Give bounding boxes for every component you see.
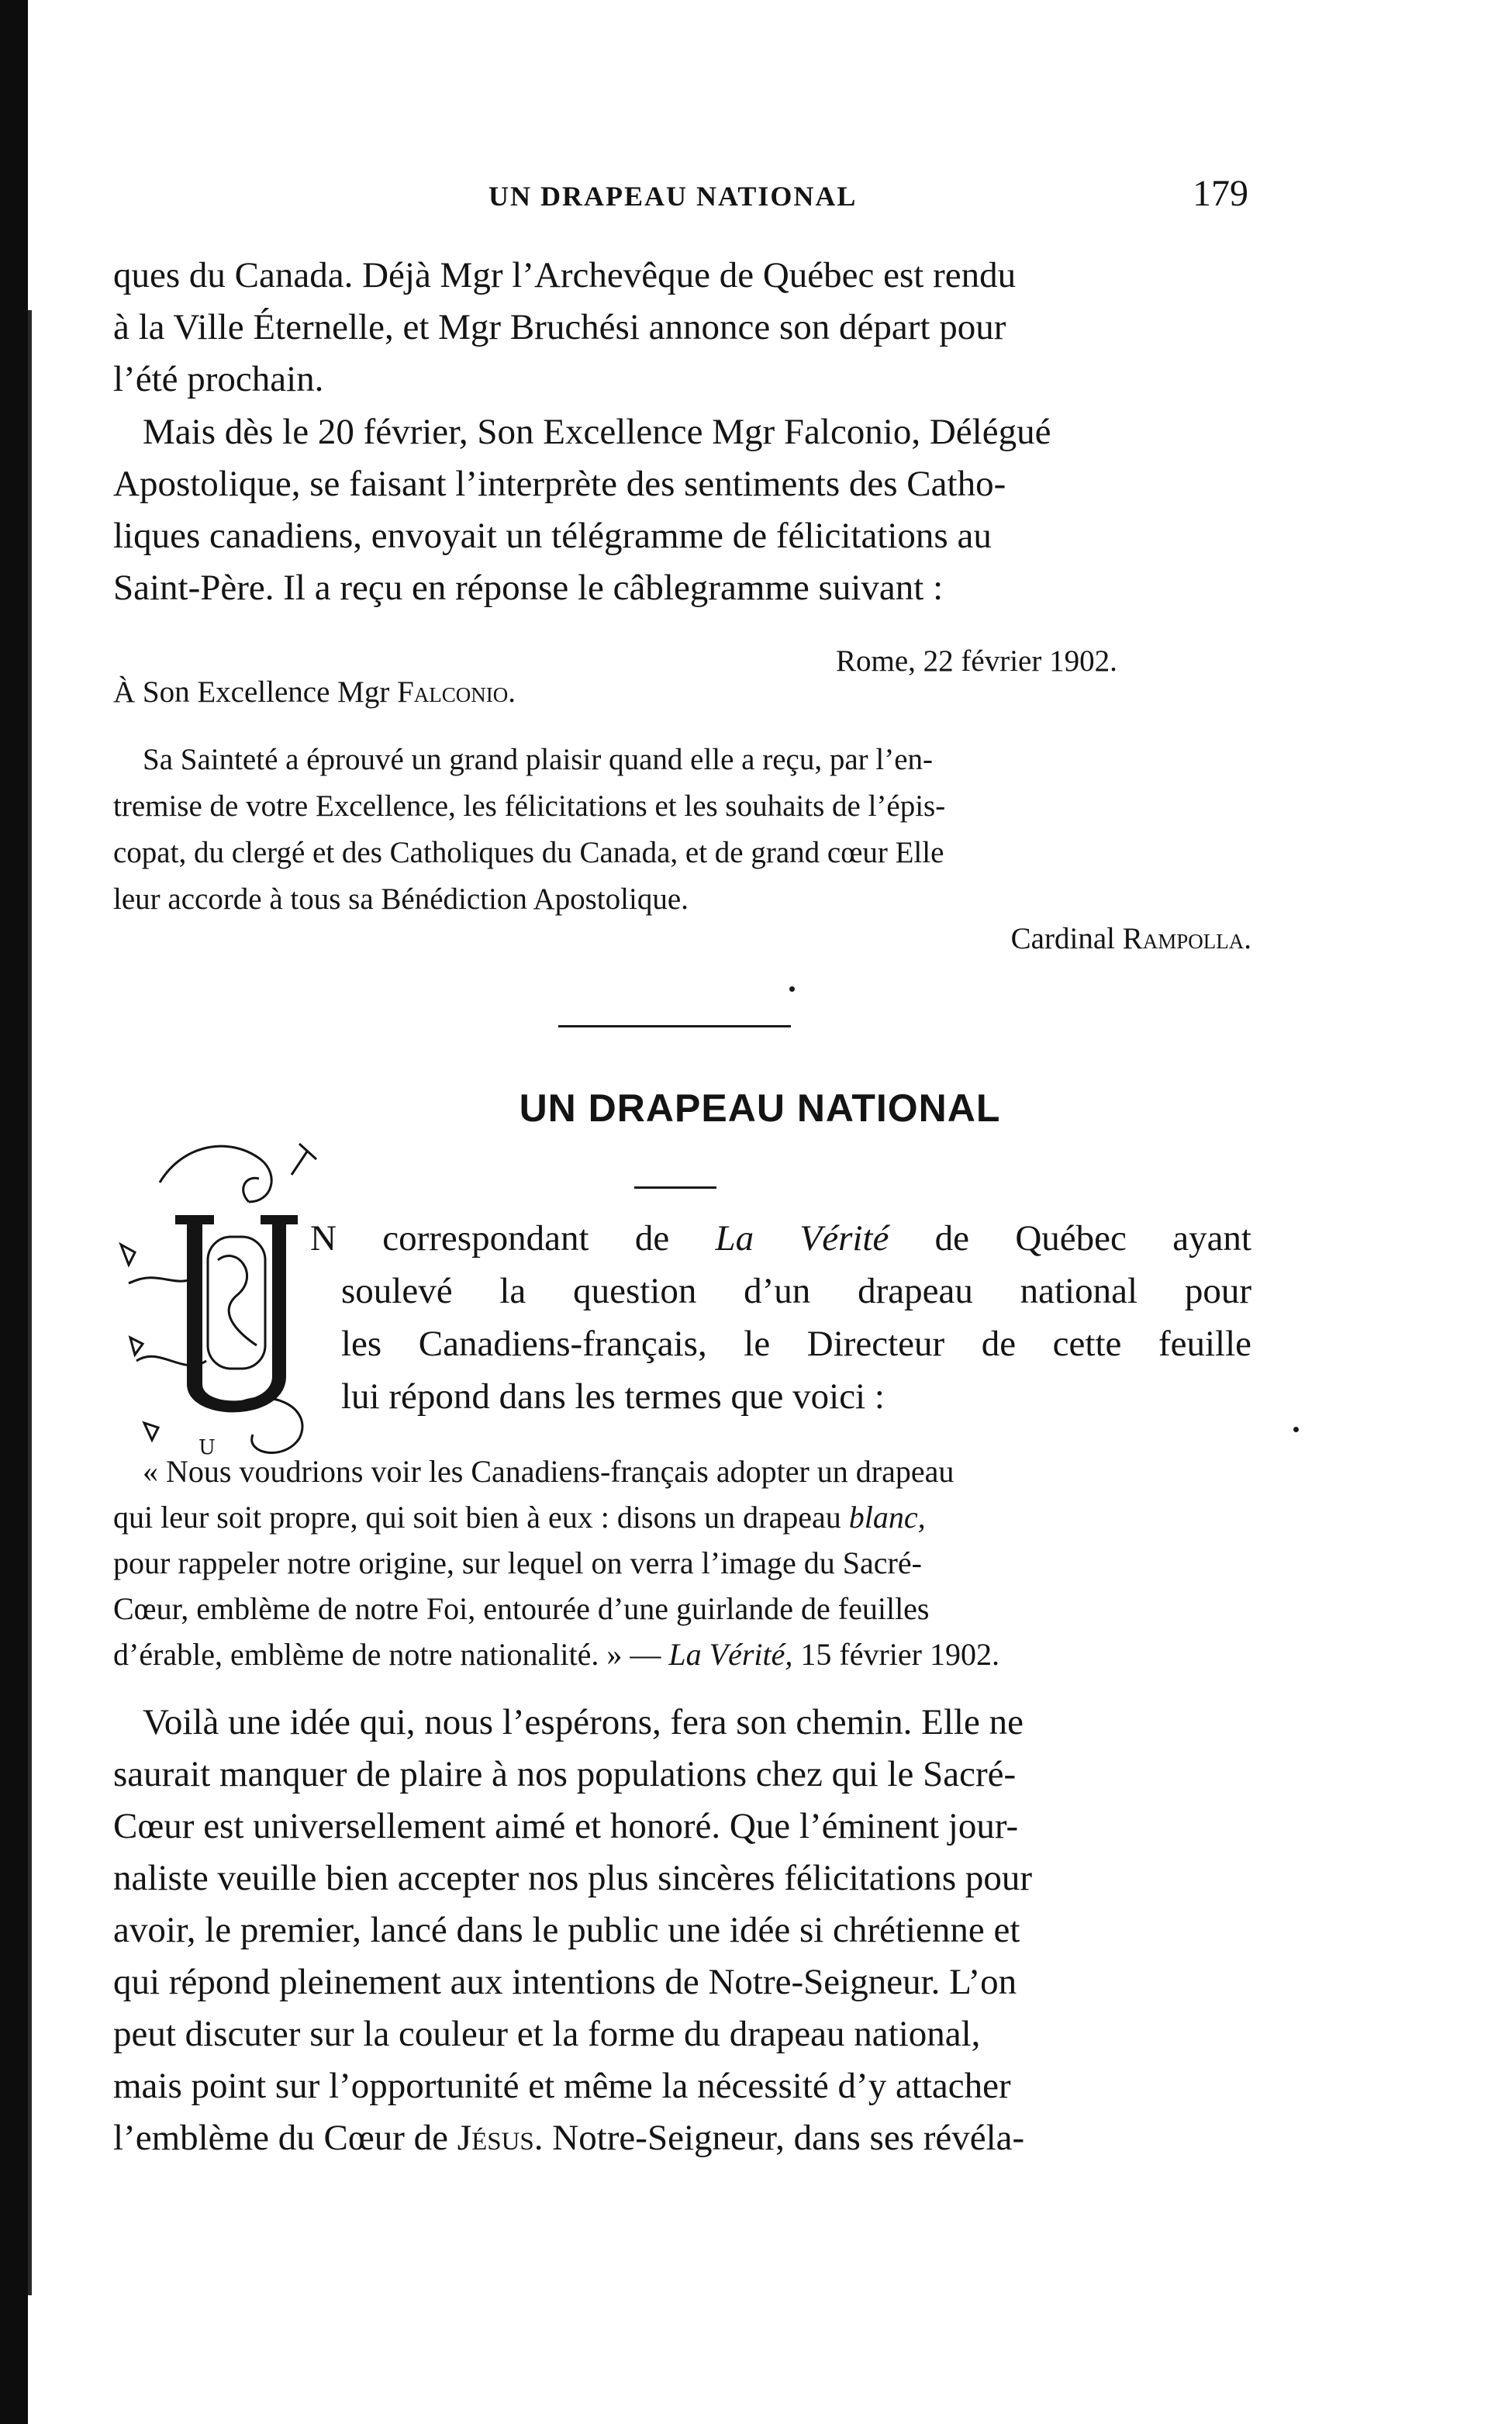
closing-paragraph [113, 1697, 1251, 2164]
dropcap-stem-left [187, 1221, 202, 1384]
addressee-name: Falconio. [397, 675, 516, 709]
letter-date: Rome, 22 février 1902. [836, 644, 1117, 678]
dropcap-stem-right [272, 1221, 286, 1376]
quote-date: 15 février 1902. [792, 1637, 999, 1672]
title-underline-rule [634, 1186, 716, 1189]
dropcap-serif-left [175, 1215, 214, 1224]
falconio-paragraph [113, 406, 1251, 614]
running-head [109, 172, 1248, 219]
addressee-prefix: À Son Excellence Mgr [113, 675, 398, 709]
letter-line: Sa Sainteté a éprouvé un grand plaisir quand elle a reçu, par l’en- [143, 743, 934, 776]
signature-name: Rampolla. [1122, 922, 1251, 955]
text-line: avoir, le premier, lancé dans le public une idée si chrétienne et [113, 1910, 1020, 1950]
opening-line: soulevé la question d’un drapeau national pour [341, 1271, 1251, 1311]
leaf-sprig [292, 1144, 316, 1175]
dropcap-letter: U [198, 1436, 216, 1459]
running-title: UN DRAPEAU NATIONAL [488, 181, 858, 212]
text-smallcaps: Jésus [457, 2118, 534, 2158]
vine-curl-top-inner [243, 1178, 259, 1202]
opening-text: N correspondant de [310, 1218, 670, 1259]
text-line: Saint-Père. Il a reçu en réponse le câblegramme suivant : [113, 568, 944, 608]
dropcap-inner-flourish [218, 1256, 257, 1345]
text-line: mais point sur l’opportunité et même la nécessité d’y attacher [113, 2066, 1011, 2106]
quote-line: Cœur, emblème de notre Foi, entourée d’une guirlande de feuilles [113, 1591, 930, 1626]
quote-italic: blanc, [848, 1500, 926, 1535]
text-line: Apostolique, se faisant l’interprète des sentiments des Catho- [113, 464, 1006, 504]
text-line: à la Ville Éternelle, et Mgr Bruchési annonce son départ pour [113, 307, 1006, 347]
intro-paragraph [113, 250, 1251, 406]
newspaper-title: La Vérité [715, 1218, 889, 1259]
text-line: saurait manquer de plaire à nos populations chez qui le Sacré- [113, 1754, 1017, 1794]
text-line: peut discuter sur la couleur et la forme du drapeau national, [113, 2014, 981, 2054]
letter-addressee [113, 675, 516, 710]
text-segment: l’emblème du Cœur de [113, 2118, 457, 2158]
text-line: Cœur est universellement aimé et honoré. Que l’éminent jour- [113, 1806, 1019, 1846]
quote-source: La Vérité, [668, 1637, 793, 1672]
quote-line [113, 1494, 1251, 1540]
text-segment: . Notre-Seigneur, dans ses révéla- [533, 2118, 1025, 2158]
signature-prefix: Cardinal [1010, 922, 1123, 955]
quote-line: « Nous voudrions voir les Canadiens-français adopter un drapeau [143, 1454, 954, 1489]
vine-curl-top [160, 1146, 271, 1202]
text-line: ques du Canada. Déjà Mgr l’Archevêque de Québec est rendu [113, 255, 1017, 295]
letter-line: copat, du clergé et des Catholiques du Canada, et de grand cœur Elle [113, 836, 944, 869]
quote-line: pour rappeler notre origine, sur lequel on verra l’image du Sacré- [113, 1545, 922, 1580]
opening-line: lui répond dans les termes que voici : [341, 1376, 885, 1417]
opening-line: les Canadiens-français, le Directeur de cette feuille [341, 1324, 1251, 1364]
text-line: l’été prochain. [113, 359, 324, 399]
quote-text: d’érable, emblème de notre nationalité. » — [113, 1637, 669, 1672]
text-line: qui répond pleinement aux intentions de Notre-Seigneur. L’on [113, 1962, 1017, 2002]
quote-text: qui leur soit propre, qui soit bien à eux : disons un drapeau [113, 1500, 849, 1535]
dropcap-serif-right [261, 1215, 298, 1224]
section-title: UN DRAPEAU NATIONAL [519, 1086, 1001, 1130]
quote-line [113, 1632, 1251, 1677]
text-line: Voilà une idée qui, nous l’espérons, fera son chemin. Elle ne [143, 1702, 1024, 1742]
opening-line [310, 1217, 1251, 1259]
leaves [121, 1245, 158, 1440]
letter-signature [1011, 921, 1251, 956]
text-line: naliste veuille bien accepter nos plus sincères félicitations pour [113, 1858, 1033, 1898]
newspaper-quote [113, 1449, 1251, 1677]
text-line: liques canadiens, envoyait un télégramme de félicitations au [113, 516, 992, 556]
letter-line: tremise de votre Excellence, les félicitations et les souhaits de l’épis- [113, 789, 946, 823]
letter-line: leur accorde à tous sa Bénédiction Apostolique. [113, 882, 689, 916]
opening-text-end: de Québec ayant [934, 1218, 1251, 1259]
text-line [113, 2112, 1251, 2164]
text-line: Mais dès le 20 février, Son Excellence Mgr Falconio, Délégué [143, 412, 1051, 452]
ornamental-dropcap [113, 1128, 330, 1469]
letter-body [113, 737, 1251, 923]
dropcap-ornament [113, 1128, 330, 1469]
section-divider-rule [558, 1025, 791, 1027]
print-speck [789, 986, 795, 992]
page-number: 179 [1193, 173, 1248, 214]
print-speck [1293, 1427, 1299, 1432]
